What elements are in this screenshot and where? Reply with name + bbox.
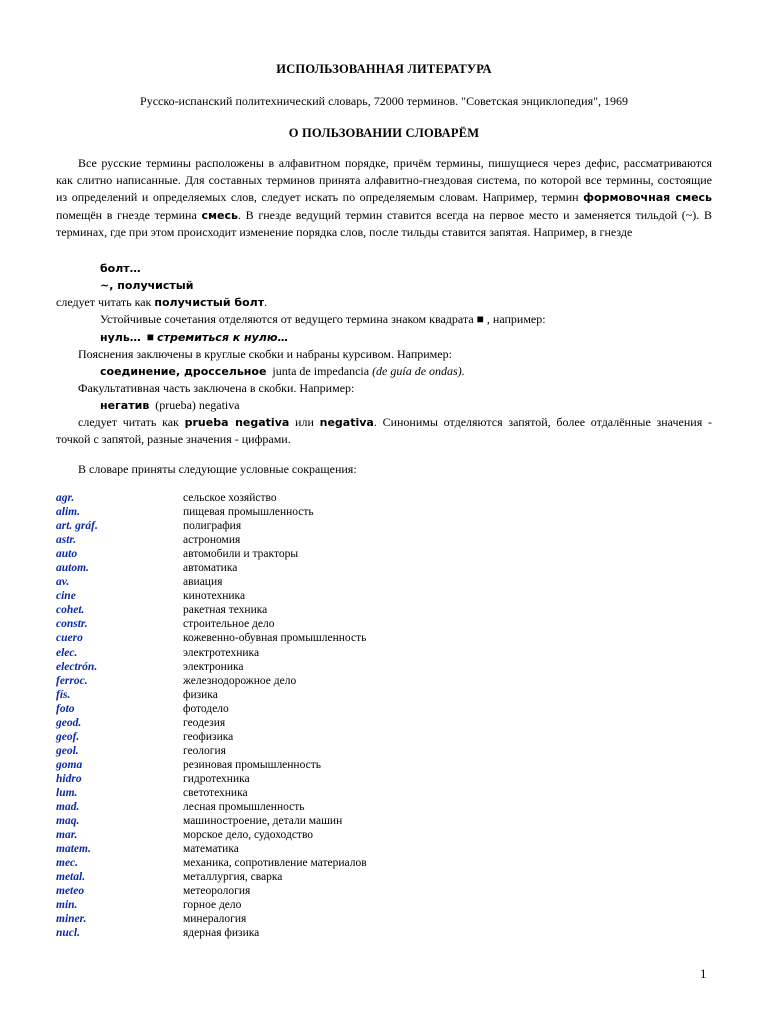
abbreviation-row bbox=[56, 561, 712, 575]
abbreviation-key: astr. bbox=[56, 534, 77, 547]
term-prueba-negativa: prueba negativa bbox=[184, 416, 290, 429]
abbreviation-row bbox=[56, 674, 712, 688]
synonyms-text-a: следует читать как bbox=[78, 415, 185, 429]
example-bolt-tilde bbox=[100, 278, 193, 293]
abbreviation-key: geod. bbox=[56, 716, 82, 729]
abbreviation-key: alim. bbox=[56, 506, 80, 519]
abbreviations-intro: В словаре приняты следующие условные сокращения: bbox=[78, 462, 357, 476]
abbreviation-meaning: геодезия bbox=[183, 716, 226, 729]
abbreviation-row bbox=[56, 519, 712, 533]
abbreviation-row bbox=[56, 716, 712, 730]
abbreviation-key: av. bbox=[56, 576, 70, 589]
abbreviation-meaning: автоматика bbox=[183, 562, 238, 575]
abbreviation-meaning: железнодорожное дело bbox=[183, 674, 297, 687]
abbreviation-meaning: авиация bbox=[183, 576, 223, 589]
example-negativ-translation: (prueba) negativa bbox=[155, 398, 240, 412]
abbreviation-row bbox=[56, 800, 712, 814]
abbreviation-row bbox=[56, 660, 712, 674]
abbreviation-meaning: морское дело, судоходство bbox=[183, 829, 314, 842]
literature-heading: ИСПОЛЬЗОВАННАЯ ЛИТЕРАТУРА bbox=[276, 62, 492, 76]
synonyms-text-c: . Синонимы отделяются запятой, более отдалённые значения - точкой с запятой, разные значения - цифрами. bbox=[56, 415, 712, 447]
abbreviation-meaning: кинотехника bbox=[183, 590, 246, 603]
abbreviation-row bbox=[56, 702, 712, 716]
abbreviation-row bbox=[56, 617, 712, 631]
intro-paragraph bbox=[56, 155, 712, 241]
abbreviation-row bbox=[56, 505, 712, 519]
read-as-end: . bbox=[264, 295, 268, 309]
abbreviation-key: auto bbox=[56, 548, 78, 561]
page-number: 1 bbox=[700, 966, 707, 981]
abbreviation-row bbox=[56, 786, 712, 800]
abbreviation-meaning: минералогия bbox=[183, 913, 247, 926]
abbreviation-key: goma bbox=[56, 758, 83, 771]
term-smes: смесь bbox=[201, 208, 238, 222]
abbreviation-key: cohet. bbox=[56, 604, 85, 617]
abbreviation-key: agr. bbox=[56, 492, 75, 504]
abbreviation-meaning: сельское хозяйство bbox=[183, 492, 277, 504]
abbreviation-row bbox=[56, 730, 712, 744]
abbreviation-key: mad. bbox=[56, 801, 80, 814]
abbreviation-meaning: полиграфия bbox=[183, 520, 242, 533]
abbreviation-meaning: лесная промышленность bbox=[183, 801, 305, 814]
intro-text-c: . В гнезде ведущий термин ставится всегда на первое место и заменяется тильдой (~). В терминах, где при этом происходит изменение порядка слов, после тильды ставится запятая. Например, в гнезде bbox=[56, 207, 712, 239]
abbreviation-row bbox=[56, 533, 712, 547]
example-bolt-term: болт… bbox=[100, 262, 141, 275]
abbreviation-row bbox=[56, 814, 712, 828]
abbreviation-meaning: физика bbox=[183, 688, 218, 701]
abbreviation-row bbox=[56, 603, 712, 617]
square-marker-icon: ■ bbox=[476, 312, 484, 326]
abbreviation-row bbox=[56, 898, 712, 912]
abbreviation-row bbox=[56, 884, 712, 898]
read-as-line bbox=[56, 295, 267, 310]
abbreviation-key: matem. bbox=[56, 843, 91, 856]
abbreviations-list bbox=[56, 491, 712, 941]
example-soedinenie-translation: junta de impedancia bbox=[272, 364, 370, 378]
abbreviation-meaning: пищевая промышленность bbox=[183, 506, 314, 519]
abbreviation-key: metal. bbox=[56, 871, 86, 884]
abbreviation-key: min. bbox=[56, 899, 78, 912]
abbreviation-row bbox=[56, 828, 712, 842]
abbreviation-row bbox=[56, 744, 712, 758]
abbreviation-row bbox=[56, 547, 712, 561]
stable-text: Устойчивые сочетания отделяются от ведущего термина знаком квадрата bbox=[100, 312, 477, 326]
abbreviation-key: cuero bbox=[56, 632, 83, 645]
abbreviation-meaning: горное дело bbox=[183, 899, 242, 912]
read-as-text: следует читать как bbox=[56, 295, 155, 309]
abbreviation-key: miner. bbox=[56, 913, 87, 926]
abbreviation-row bbox=[56, 856, 712, 870]
term-formovochnaya-smes: формовочная смесь bbox=[583, 191, 713, 205]
abbreviation-meaning: астрономия bbox=[183, 534, 241, 547]
abbreviation-key: constr. bbox=[56, 618, 88, 631]
example-nul-phrase: стремиться к нулю… bbox=[157, 331, 289, 344]
abbreviation-row bbox=[56, 631, 712, 645]
term-negativa: negativa bbox=[319, 416, 374, 429]
abbreviation-meaning: математика bbox=[183, 843, 239, 856]
abbreviation-key: art. gráf. bbox=[56, 520, 98, 533]
abbreviation-meaning: электротехника bbox=[183, 646, 260, 659]
abbreviation-meaning: геология bbox=[183, 744, 226, 757]
abbreviation-key: elec. bbox=[56, 646, 78, 659]
example-soedinenie-term: соединение, дроссельное bbox=[100, 365, 267, 378]
abbreviation-key: lum. bbox=[56, 786, 78, 799]
abbreviation-row bbox=[56, 870, 712, 884]
abbreviation-meaning: кожевенно-обувная промышленность bbox=[183, 632, 367, 645]
abbreviation-key: mec. bbox=[56, 857, 79, 870]
usage-heading: О ПОЛЬЗОВАНИИ СЛОВАРЁМ bbox=[288, 126, 480, 140]
abbreviation-row bbox=[56, 842, 712, 856]
example-soedinenie bbox=[100, 364, 465, 379]
abbreviation-row bbox=[56, 646, 712, 660]
abbreviation-row bbox=[56, 491, 712, 505]
stable-text-end: , например: bbox=[483, 312, 546, 326]
abbreviation-meaning: электроника bbox=[183, 660, 244, 673]
abbreviation-row bbox=[56, 926, 712, 940]
abbreviation-row bbox=[56, 575, 712, 589]
abbreviation-key: fís. bbox=[56, 688, 71, 701]
abbreviation-key: hidro bbox=[56, 772, 82, 785]
example-bolt-tilde-term: ~, получистый bbox=[100, 279, 194, 292]
abbreviation-meaning: машиностроение, детали машин bbox=[183, 815, 343, 828]
abbreviation-meaning: автомобили и тракторы bbox=[183, 548, 299, 561]
abbreviation-meaning: ядерная физика bbox=[183, 927, 260, 940]
example-soedinenie-note: (de guía de ondas). bbox=[372, 364, 465, 378]
abbreviation-meaning: метеорология bbox=[183, 885, 251, 898]
abbreviation-meaning: гидротехника bbox=[183, 772, 250, 785]
stable-combinations-line bbox=[100, 312, 546, 327]
abbreviation-key: geol. bbox=[56, 744, 79, 757]
example-nul bbox=[100, 330, 289, 345]
abbreviation-meaning: геофизика bbox=[183, 730, 234, 743]
intro-text-b: помещён в гнезде термина bbox=[56, 207, 202, 222]
abbreviation-key: nucl. bbox=[56, 927, 80, 940]
example-nul-term: нуль… bbox=[100, 331, 141, 344]
abbreviation-row bbox=[56, 772, 712, 786]
square-marker-icon: ■ bbox=[146, 330, 155, 344]
intro-text-a: Все русские термины расположены в алфавитном порядке, причём термины, пишущиеся через дефис, рассматриваются как слитно написанные. Для составных терминов принята алфавитно-гнездовая система, по которой все термины, состоящие из определений и определяемых слов, следует искать по определяемым словам. Например, термин bbox=[56, 156, 712, 205]
abbreviation-row bbox=[56, 589, 712, 603]
abbreviation-key: meteo bbox=[56, 885, 85, 898]
example-bolt bbox=[100, 261, 141, 276]
example-negativ-term: негатив bbox=[100, 399, 150, 412]
abbreviation-key: ferroc. bbox=[56, 674, 88, 687]
abbreviation-meaning: резиновая промышленность bbox=[183, 758, 321, 771]
abbreviation-key: foto bbox=[56, 702, 75, 715]
abbreviation-row bbox=[56, 688, 712, 702]
reference-line: Русско-испанский политехнический словарь, 72000 терминов. "Советская энциклопедия", 1969 bbox=[140, 94, 628, 108]
abbreviation-key: mar. bbox=[56, 829, 78, 842]
abbreviation-meaning: светотехника bbox=[183, 786, 248, 799]
abbreviation-meaning: механика, сопротивление материалов bbox=[183, 857, 367, 870]
explanation-line: Пояснения заключены в круглые скобки и набраны курсивом. Например: bbox=[78, 347, 452, 361]
abbreviation-meaning: ракетная техника bbox=[183, 604, 268, 617]
abbreviation-key: electrón. bbox=[56, 660, 98, 673]
abbreviation-key: autom. bbox=[56, 562, 89, 575]
abbreviation-row bbox=[56, 758, 712, 772]
abbreviation-meaning: строительное дело bbox=[183, 618, 275, 631]
optional-part-line: Факультативная часть заключена в скобки. Например: bbox=[78, 381, 355, 395]
synonyms-text-b: или bbox=[289, 415, 320, 429]
abbreviation-key: maq. bbox=[56, 815, 80, 828]
abbreviation-meaning: фотодело bbox=[183, 702, 229, 715]
synonyms-paragraph bbox=[56, 414, 712, 448]
read-as-term: получистый болт bbox=[154, 296, 265, 309]
abbreviation-key: cine bbox=[56, 590, 76, 603]
example-negativ bbox=[100, 398, 240, 413]
abbreviation-row bbox=[56, 912, 712, 926]
abbreviation-meaning: металлургия, сварка bbox=[183, 871, 283, 884]
abbreviation-key: geof. bbox=[56, 730, 80, 743]
